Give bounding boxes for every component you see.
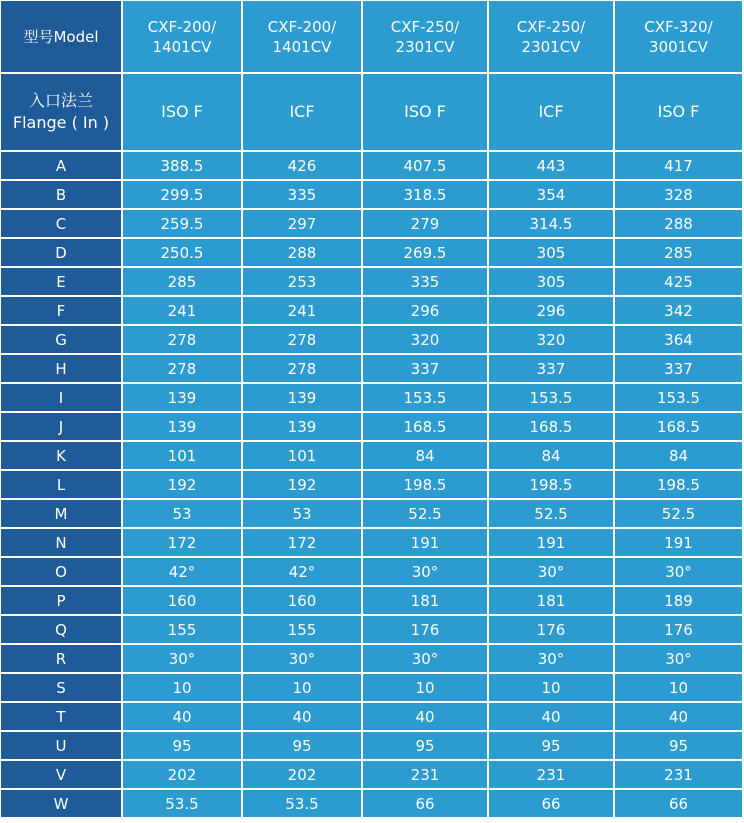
dimension-value: 84 [363, 442, 489, 471]
flange-cell: ISO F [123, 74, 243, 152]
dimension-value: 172 [123, 529, 243, 558]
table-row [1, 210, 742, 239]
dimension-label: B [1, 181, 123, 210]
dimension-value: 30° [363, 645, 489, 674]
dimension-value: 342 [615, 297, 742, 326]
table-row [1, 181, 742, 210]
table-row [1, 616, 742, 645]
dimension-label: W [1, 790, 123, 817]
dimension-value: 198.5 [489, 471, 615, 500]
dimension-value: 30° [243, 645, 363, 674]
dimension-label: N [1, 529, 123, 558]
table-row [1, 529, 742, 558]
dimension-value: 335 [243, 181, 363, 210]
dimension-value: 191 [615, 529, 742, 558]
dimension-value: 30° [489, 645, 615, 674]
dimension-value: 66 [615, 790, 742, 817]
dimension-label: E [1, 268, 123, 297]
dimension-value: 10 [489, 674, 615, 703]
dimension-value: 155 [243, 616, 363, 645]
dimension-label: V [1, 761, 123, 790]
dimension-value: 231 [489, 761, 615, 790]
model-line2: 2301CV [521, 37, 581, 56]
model-line1: CXF-250/ [390, 17, 460, 36]
dimension-label: R [1, 645, 123, 674]
dimension-value: 10 [123, 674, 243, 703]
dimension-value: 139 [243, 413, 363, 442]
dimension-value: 337 [615, 355, 742, 384]
dimension-value: 160 [243, 587, 363, 616]
dimension-value: 10 [615, 674, 742, 703]
flange-cell: ISO F [615, 74, 742, 152]
dimension-value: 269.5 [363, 239, 489, 268]
dimension-value: 285 [615, 239, 742, 268]
dimension-label: G [1, 326, 123, 355]
dimension-value: 259.5 [123, 210, 243, 239]
table-row [1, 326, 742, 355]
flange-cell: ISO F [363, 74, 489, 152]
dimension-value: 278 [243, 326, 363, 355]
model-line1: CXF-250/ [516, 17, 586, 36]
flange-header-row [1, 74, 742, 152]
model-cell [243, 1, 363, 74]
dimension-value: 198.5 [615, 471, 742, 500]
dimension-value: 231 [363, 761, 489, 790]
dimension-value: 53 [243, 500, 363, 529]
model-line2: 1401CV [152, 37, 212, 56]
table-row [1, 587, 742, 616]
dimension-value: 30° [615, 645, 742, 674]
dimension-value: 95 [243, 732, 363, 761]
dimension-value: 101 [123, 442, 243, 471]
dimension-value: 426 [243, 152, 363, 181]
model-cell [615, 1, 742, 74]
table-row [1, 268, 742, 297]
model-line2: 2301CV [395, 37, 455, 56]
dimension-value: 443 [489, 152, 615, 181]
dimension-value: 160 [123, 587, 243, 616]
table-row [1, 152, 742, 181]
dimension-value: 153.5 [489, 384, 615, 413]
dimension-value: 53 [123, 500, 243, 529]
dimension-value: 95 [123, 732, 243, 761]
dimension-value: 40 [615, 703, 742, 732]
dimension-value: 66 [489, 790, 615, 817]
dimension-value: 95 [489, 732, 615, 761]
dimension-value: 320 [489, 326, 615, 355]
table-row [1, 239, 742, 268]
model-line1: CXF-320/ [644, 17, 713, 36]
dimension-value: 279 [363, 210, 489, 239]
dimension-value: 139 [123, 384, 243, 413]
dimension-value: 30° [615, 558, 742, 587]
dimension-value: 168.5 [489, 413, 615, 442]
dimension-value: 153.5 [363, 384, 489, 413]
table-row [1, 732, 742, 761]
dimension-value: 52.5 [615, 500, 742, 529]
dimension-value: 202 [123, 761, 243, 790]
model-label: 型号Model [1, 1, 123, 74]
dimension-value: 52.5 [363, 500, 489, 529]
dimension-value: 95 [363, 732, 489, 761]
dimension-value: 192 [123, 471, 243, 500]
flange-label-line2: Flange ( In ) [12, 113, 110, 132]
dimension-value: 30° [489, 558, 615, 587]
table-row [1, 790, 742, 817]
dimension-label: C [1, 210, 123, 239]
dimension-value: 168.5 [363, 413, 489, 442]
dimension-value: 84 [615, 442, 742, 471]
dimension-value: 52.5 [489, 500, 615, 529]
dimension-value: 30° [363, 558, 489, 587]
dimension-value: 192 [243, 471, 363, 500]
dimension-label: T [1, 703, 123, 732]
dimension-value: 425 [615, 268, 742, 297]
model-cell [123, 1, 243, 74]
table-row [1, 645, 742, 674]
dimension-value: 231 [615, 761, 742, 790]
dimension-value: 198.5 [363, 471, 489, 500]
dimension-value: 305 [489, 239, 615, 268]
model-header-row [1, 1, 742, 74]
dimension-value: 189 [615, 587, 742, 616]
dimension-value: 42° [243, 558, 363, 587]
dimension-value: 305 [489, 268, 615, 297]
dimension-value: 250.5 [123, 239, 243, 268]
table-row [1, 761, 742, 790]
dimension-value: 253 [243, 268, 363, 297]
table-row [1, 442, 742, 471]
model-line2: 1401CV [272, 37, 332, 56]
dimension-value: 320 [363, 326, 489, 355]
dimension-label: K [1, 442, 123, 471]
dimension-value: 407.5 [363, 152, 489, 181]
dimension-value: 168.5 [615, 413, 742, 442]
dimension-value: 181 [363, 587, 489, 616]
dimension-label: U [1, 732, 123, 761]
dimension-value: 66 [363, 790, 489, 817]
dimension-label: H [1, 355, 123, 384]
dimension-value: 354 [489, 181, 615, 210]
dimension-value: 40 [489, 703, 615, 732]
dimension-label: P [1, 587, 123, 616]
dimension-value: 364 [615, 326, 742, 355]
dimension-value: 278 [123, 355, 243, 384]
model-cell [489, 1, 615, 74]
dimension-value: 176 [615, 616, 742, 645]
flange-label-line1: 入口法兰 [28, 91, 93, 110]
dimension-label: A [1, 152, 123, 181]
dimension-value: 172 [243, 529, 363, 558]
dimension-value: 241 [123, 297, 243, 326]
dimension-label: J [1, 413, 123, 442]
dimension-value: 388.5 [123, 152, 243, 181]
dimension-label: O [1, 558, 123, 587]
dimension-value: 84 [489, 442, 615, 471]
dimension-value: 139 [123, 413, 243, 442]
flange-cell: ICF [243, 74, 363, 152]
model-line2: 3001CV [649, 37, 708, 56]
dimension-value: 10 [243, 674, 363, 703]
table-row [1, 413, 742, 442]
dimension-value: 10 [363, 674, 489, 703]
dimension-value: 278 [123, 326, 243, 355]
dimension-label: Q [1, 616, 123, 645]
dimension-value: 337 [489, 355, 615, 384]
dimension-value: 153.5 [615, 384, 742, 413]
dimension-value: 40 [243, 703, 363, 732]
dimension-value: 101 [243, 442, 363, 471]
model-cell [363, 1, 489, 74]
dimension-value: 202 [243, 761, 363, 790]
dimension-value: 155 [123, 616, 243, 645]
dimension-value: 241 [243, 297, 363, 326]
dimension-value: 328 [615, 181, 742, 210]
dimension-value: 176 [363, 616, 489, 645]
dimension-label: S [1, 674, 123, 703]
table-row [1, 674, 742, 703]
table-row [1, 500, 742, 529]
dimension-value: 296 [489, 297, 615, 326]
dimension-value: 296 [363, 297, 489, 326]
table-row [1, 355, 742, 384]
dimension-value: 191 [489, 529, 615, 558]
dimension-value: 285 [123, 268, 243, 297]
dimension-label: L [1, 471, 123, 500]
dimension-value: 335 [363, 268, 489, 297]
spec-table [1, 1, 742, 817]
dimension-value: 40 [363, 703, 489, 732]
dimension-value: 191 [363, 529, 489, 558]
table-row [1, 703, 742, 732]
dimension-label: F [1, 297, 123, 326]
table-row [1, 297, 742, 326]
dimension-value: 139 [243, 384, 363, 413]
table-row [1, 384, 742, 413]
dimension-value: 53.5 [243, 790, 363, 817]
table-row [1, 558, 742, 587]
dimension-label: M [1, 500, 123, 529]
dimension-value: 40 [123, 703, 243, 732]
dimension-value: 337 [363, 355, 489, 384]
dimension-label: D [1, 239, 123, 268]
dimension-value: 95 [615, 732, 742, 761]
dimension-value: 30° [123, 645, 243, 674]
dimension-value: 176 [489, 616, 615, 645]
flange-cell: ICF [489, 74, 615, 152]
dimension-value: 278 [243, 355, 363, 384]
dimension-value: 288 [243, 239, 363, 268]
dimension-value: 181 [489, 587, 615, 616]
dimension-value: 53.5 [123, 790, 243, 817]
dimension-value: 299.5 [123, 181, 243, 210]
model-line1: CXF-200/ [147, 17, 217, 36]
dimension-value: 297 [243, 210, 363, 239]
flange-label [1, 74, 123, 152]
dimension-label: I [1, 384, 123, 413]
dimension-value: 318.5 [363, 181, 489, 210]
dimension-value: 288 [615, 210, 742, 239]
dimension-value: 417 [615, 152, 742, 181]
dimension-value: 42° [123, 558, 243, 587]
spec-table-body [1, 1, 742, 817]
model-line1: CXF-200/ [267, 17, 337, 36]
table-row [1, 471, 742, 500]
dimension-value: 314.5 [489, 210, 615, 239]
